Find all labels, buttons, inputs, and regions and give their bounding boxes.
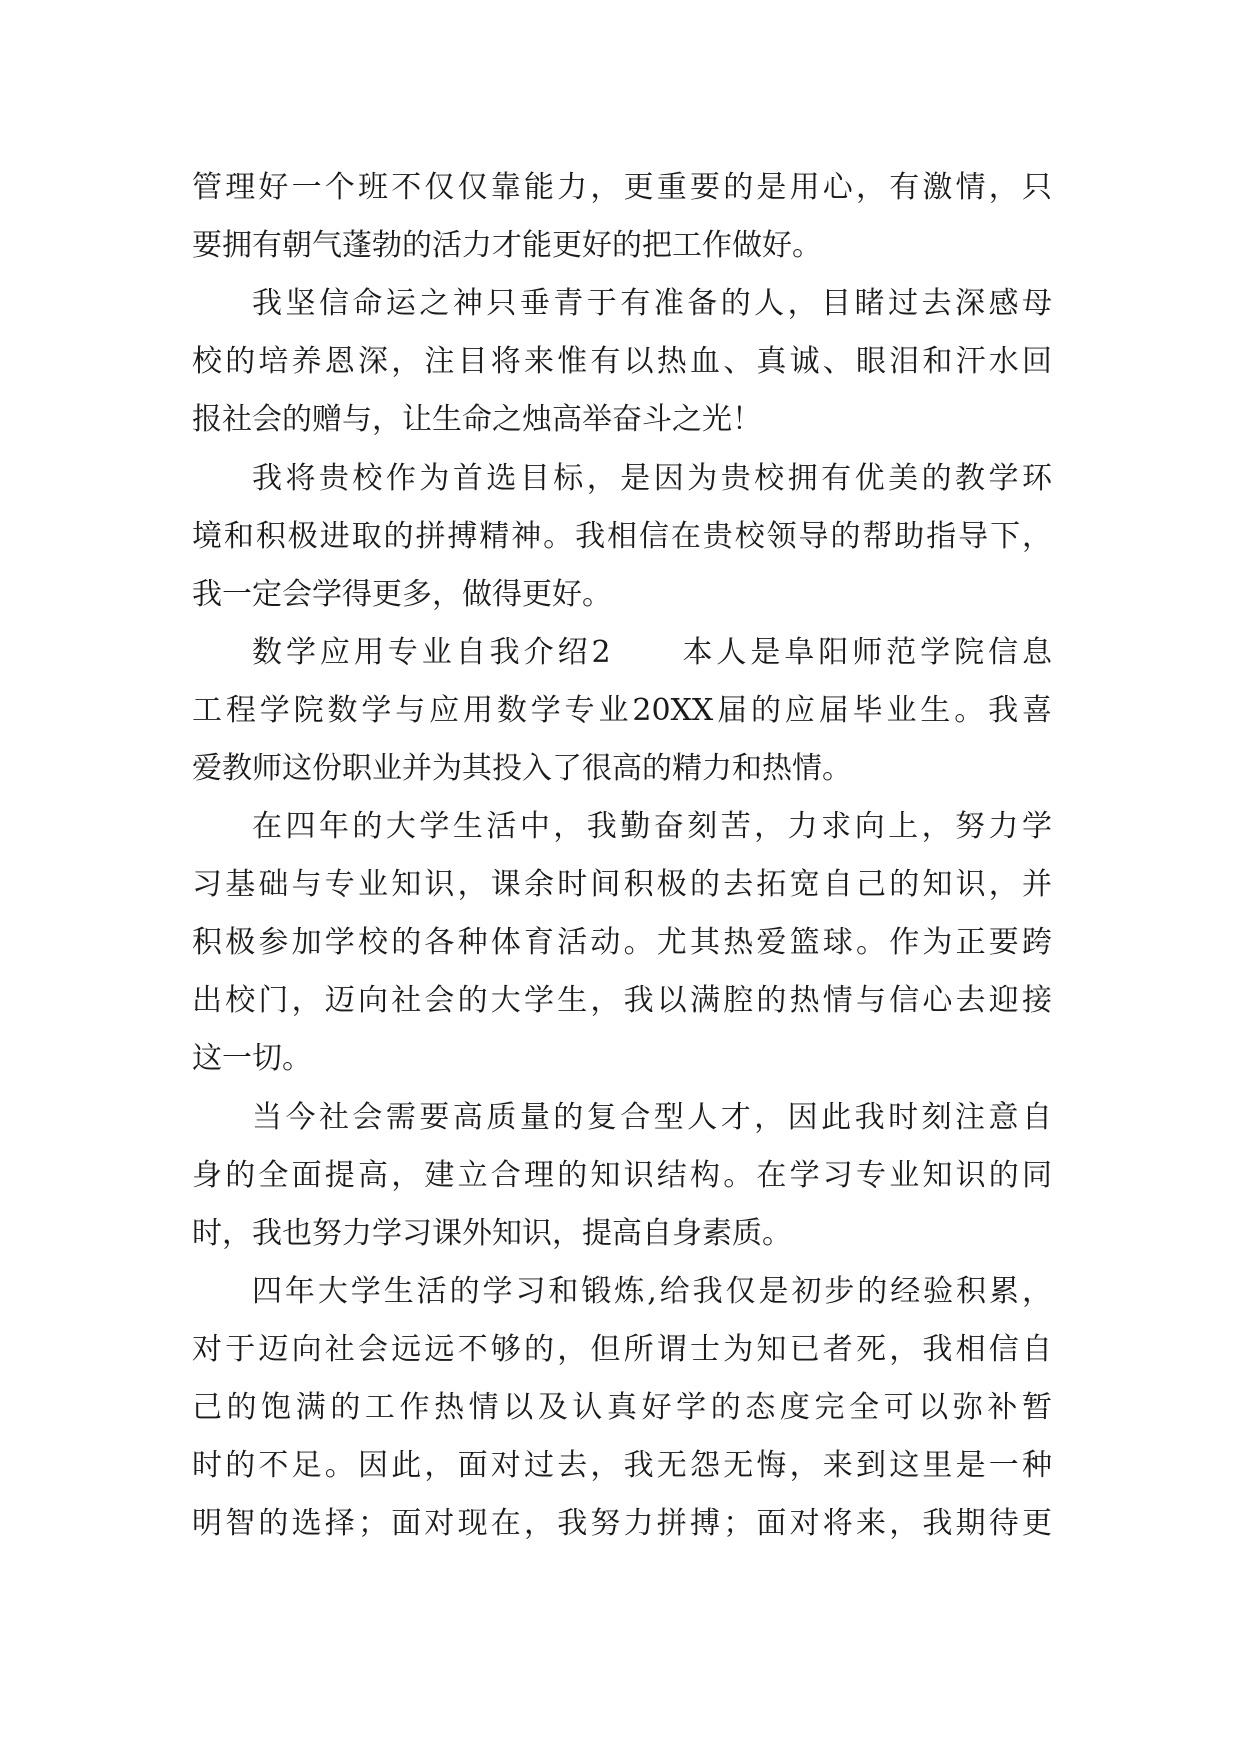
text-line: 这一切。 bbox=[192, 1041, 312, 1076]
text-line: 境和积极进取的拼搏精神。我相信在贵校领导的帮助指导下， bbox=[192, 519, 1052, 554]
text-line: 时，我也努力学习课外知识，提高自身素质。 bbox=[192, 1216, 792, 1251]
text-line: 工程学院数学与应用数学专业20XX届的应届毕业生。我喜 bbox=[192, 693, 1052, 728]
text-line: 习基础与专业知识，课余时间积极的去拓宽自己的知识，并 bbox=[192, 867, 1052, 902]
text-line: 四年大学生活的学习和锻炼,给我仅是初步的经验积累， bbox=[252, 1274, 1052, 1309]
text-line: 我一定会学得更多，做得更好。 bbox=[192, 577, 612, 612]
text-line: 要拥有朝气蓬勃的活力才能更好的把工作做好。 bbox=[192, 228, 822, 263]
text-line: 报社会的赠与，让生命之烛高举奋斗之光！ bbox=[192, 402, 762, 437]
text-line: 出校门，迈向社会的大学生，我以满腔的热情与信心去迎接 bbox=[192, 983, 1052, 1018]
text-line: 积极参加学校的各种体育活动。尤其热爱篮球。作为正要跨 bbox=[192, 925, 1052, 960]
text-line: 我坚信命运之神只垂青于有准备的人，目睹过去深感母 bbox=[252, 286, 1052, 321]
text-line: 数学应用专业自我介绍2 本人是阜阳师范学院信息 bbox=[252, 635, 1052, 670]
text-line: 对于迈向社会远远不够的，但所谓士为知已者死，我相信自 bbox=[192, 1332, 1052, 1367]
text-line: 己的饱满的工作热情以及认真好学的态度完全可以弥补暂 bbox=[192, 1390, 1052, 1425]
text-line: 管理好一个班不仅仅靠能力，更重要的是用心，有激情，只 bbox=[192, 170, 1052, 205]
text-line: 校的培养恩深，注目将来惟有以热血、真诚、眼泪和汗水回 bbox=[192, 344, 1052, 379]
text-line: 在四年的大学生活中，我勤奋刻苦，力求向上，努力学 bbox=[252, 809, 1052, 844]
text-line: 身的全面提高，建立合理的知识结构。在学习专业知识的同 bbox=[192, 1158, 1052, 1193]
text-line: 我将贵校作为首选目标，是因为贵校拥有优美的教学环 bbox=[252, 461, 1052, 496]
text-line: 明智的选择；面对现在，我努力拼搏；面对将来，我期待更 bbox=[192, 1506, 1052, 1541]
text-line: 当今社会需要高质量的复合型人才，因此我时刻注意自 bbox=[252, 1100, 1052, 1135]
text-line: 时的不足。因此，面对过去，我无怨无悔，来到这里是一种 bbox=[192, 1448, 1052, 1483]
text-line: 爱教师这份职业并为其投入了很高的精力和热情。 bbox=[192, 751, 852, 786]
